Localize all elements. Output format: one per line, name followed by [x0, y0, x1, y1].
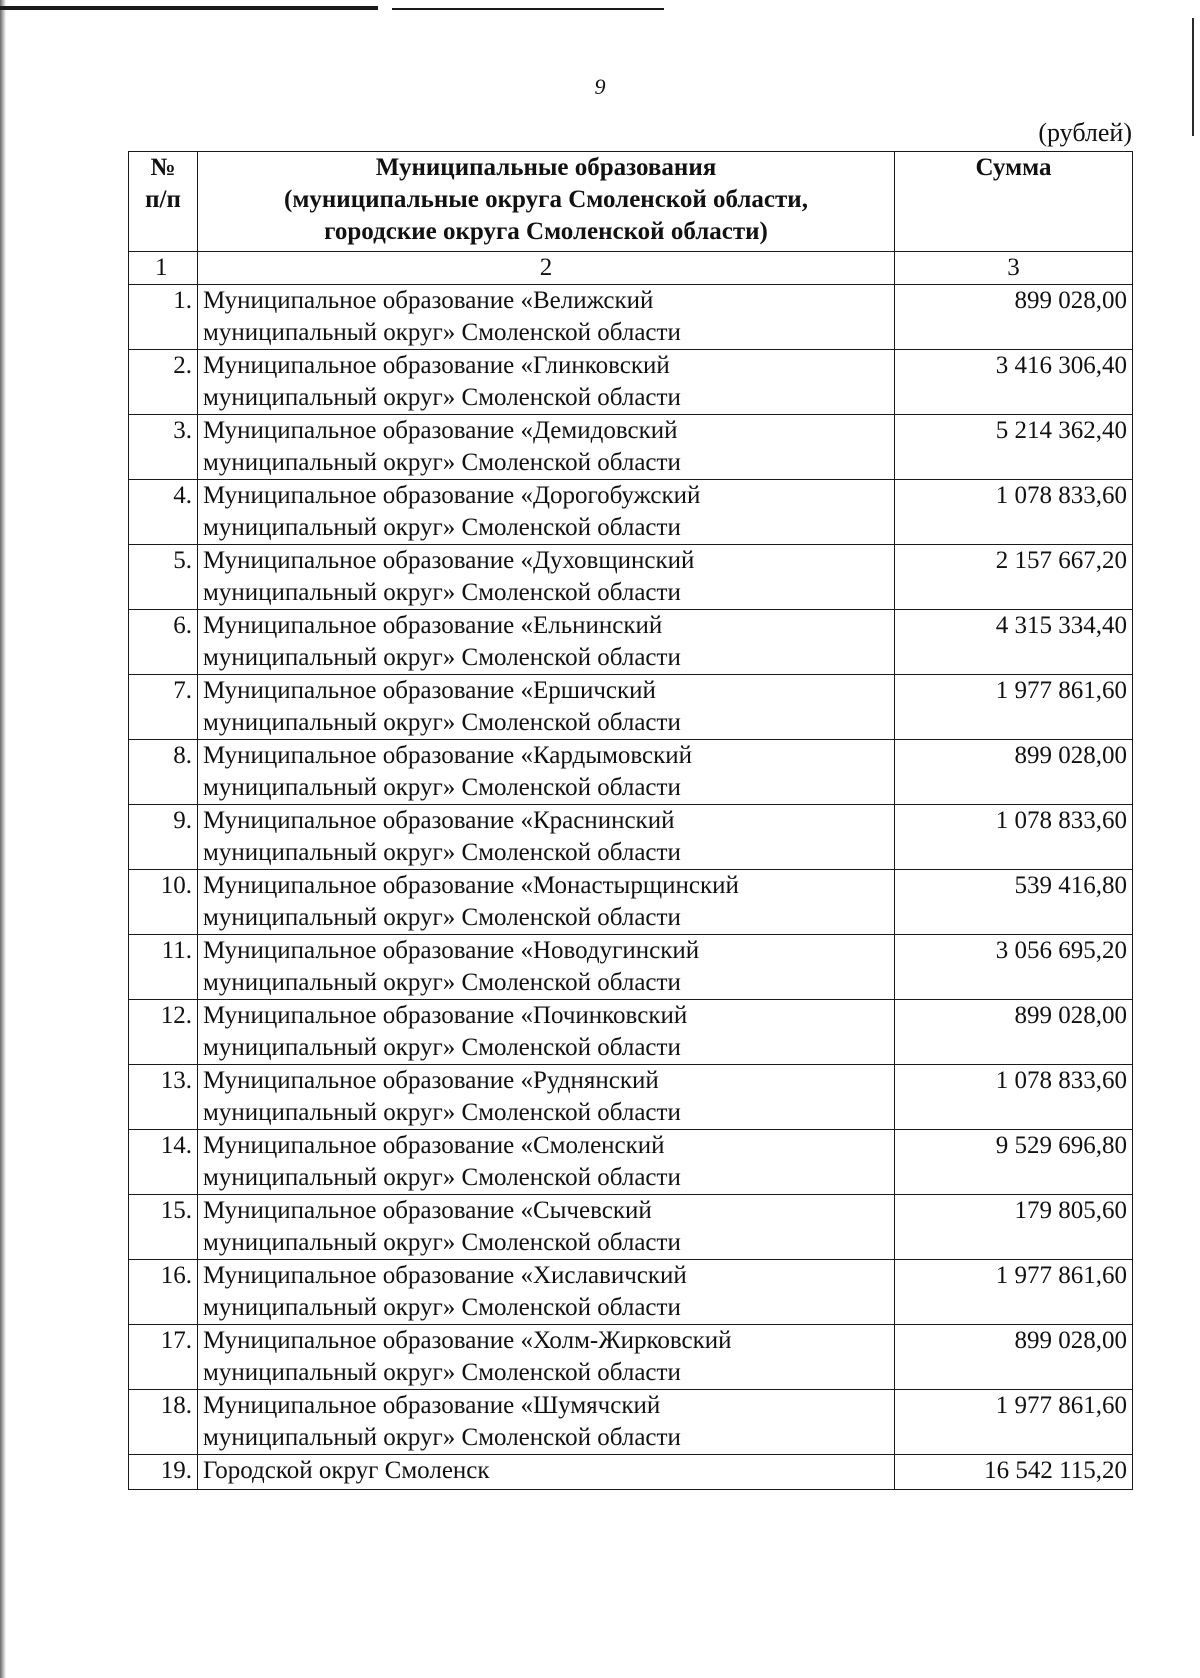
- municipality-name-line: Муниципальное образование «Ершичский: [203, 677, 656, 704]
- table-row: [129, 740, 1133, 805]
- municipality-name-line: Муниципальное образование «Дорогобужский: [203, 482, 701, 509]
- municipality-name: [198, 1195, 895, 1260]
- row-number: 1.: [129, 285, 198, 350]
- municipality-name-line: Муниципальное образование «Сычевский: [203, 1197, 652, 1224]
- municipality-name-line: муниципальный округ» Смоленской области: [203, 384, 681, 411]
- row-number: 3.: [129, 415, 198, 480]
- row-number: 4.: [129, 480, 198, 545]
- municipality-name-line: муниципальный округ» Смоленской области: [203, 1099, 681, 1126]
- municipality-name: [198, 805, 895, 870]
- header-number: [129, 152, 198, 252]
- table-row: [129, 1130, 1133, 1195]
- amount: 5 214 362,40: [895, 415, 1133, 480]
- table-row: [129, 1390, 1133, 1455]
- header-number-line: №: [150, 154, 176, 181]
- municipality-name-line: Муниципальное образование «Новодугинский: [203, 937, 700, 964]
- scan-top-mark: [392, 8, 664, 10]
- municipality-name-line: Муниципальное образование «Починковский: [203, 1002, 688, 1029]
- municipality-name: [198, 480, 895, 545]
- table-row: [129, 805, 1133, 870]
- row-number: 17.: [129, 1325, 198, 1390]
- municipality-name: [198, 350, 895, 415]
- row-number: 10.: [129, 870, 198, 935]
- row-number: 7.: [129, 675, 198, 740]
- municipality-name-line: Муниципальное образование «Хиславичский: [203, 1262, 687, 1289]
- municipality-name: [198, 545, 895, 610]
- header-number-line: п/п: [145, 186, 181, 213]
- table-row: [129, 350, 1133, 415]
- municipality-name-line: Муниципальное образование «Краснинский: [203, 807, 675, 834]
- amount: 899 028,00: [895, 1000, 1133, 1065]
- municipality-name: [198, 740, 895, 805]
- municipality-name: [198, 1325, 895, 1390]
- municipality-name-line: муниципальный округ» Смоленской области: [203, 319, 681, 346]
- municipality-name-line: Муниципальное образование «Ельнинский: [203, 612, 663, 639]
- municipality-name: [198, 1455, 895, 1490]
- column-index: 3: [895, 252, 1133, 285]
- amount: 1 078 833,60: [895, 805, 1133, 870]
- municipality-name-line: Муниципальное образование «Шумячский: [203, 1392, 661, 1419]
- amount: 1 078 833,60: [895, 480, 1133, 545]
- table-row: [129, 1455, 1133, 1490]
- municipality-name-line: Муниципальное образование «Демидовский: [203, 417, 678, 444]
- table-row: [129, 1195, 1133, 1260]
- amount: 2 157 667,20: [895, 545, 1133, 610]
- municipality-name-line: муниципальный округ» Смоленской области: [203, 1424, 681, 1451]
- municipality-name: [198, 1065, 895, 1130]
- municipality-name-line: Муниципальное образование «Духовщинский: [203, 547, 695, 574]
- table-header-row: [129, 152, 1133, 252]
- amount: 539 416,80: [895, 870, 1133, 935]
- municipality-name: [198, 870, 895, 935]
- header-name-line: (муниципальные округа Смоленской области,: [284, 186, 808, 213]
- table-row: [129, 675, 1133, 740]
- amount: 16 542 115,20: [895, 1455, 1133, 1490]
- municipality-name: [198, 1000, 895, 1065]
- municipality-name: [198, 1260, 895, 1325]
- municipality-name-line: муниципальный округ» Смоленской области: [203, 709, 681, 736]
- table-row: [129, 415, 1133, 480]
- municipality-name-line: муниципальный округ» Смоленской области: [203, 969, 681, 996]
- table-row: [129, 480, 1133, 545]
- municipality-name: [198, 1390, 895, 1455]
- row-number: 5.: [129, 545, 198, 610]
- table-row: [129, 285, 1133, 350]
- table-row: [129, 610, 1133, 675]
- table-row: [129, 870, 1133, 935]
- municipality-name-line: Муниципальное образование «Кардымовский: [203, 742, 693, 769]
- row-number: 15.: [129, 1195, 198, 1260]
- amount: 1 078 833,60: [895, 1065, 1133, 1130]
- table-row: [129, 545, 1133, 610]
- scan-top-mark: [0, 6, 378, 10]
- municipality-name: [198, 1130, 895, 1195]
- column-index: 1: [129, 252, 198, 285]
- header-name-line: городские округа Смоленской области): [324, 218, 768, 245]
- amount: 1 977 861,60: [895, 1390, 1133, 1455]
- grants-table: [128, 151, 1133, 1490]
- municipality-name: [198, 415, 895, 480]
- amount: 179 805,60: [895, 1195, 1133, 1260]
- row-number: 12.: [129, 1000, 198, 1065]
- table-row: [129, 1065, 1133, 1130]
- municipality-name-line: Муниципальное образование «Глинковский: [203, 352, 670, 379]
- amount: 899 028,00: [895, 1325, 1133, 1390]
- municipality-name-line: Городской округ Смоленск: [203, 1457, 490, 1484]
- municipality-name-line: муниципальный округ» Смоленской области: [203, 1359, 681, 1386]
- municipality-name-line: муниципальный округ» Смоленской области: [203, 774, 681, 801]
- municipality-name-line: муниципальный округ» Смоленской области: [203, 449, 681, 476]
- header-name-line: Муниципальные образования: [375, 154, 717, 181]
- row-number: 8.: [129, 740, 198, 805]
- municipality-name-line: муниципальный округ» Смоленской области: [203, 579, 681, 606]
- municipality-name-line: муниципальный округ» Смоленской области: [203, 644, 681, 671]
- header-name: [198, 152, 895, 252]
- municipality-name-line: Муниципальное образование «Руднянский: [203, 1067, 659, 1094]
- header-sum: Сумма: [895, 152, 1133, 252]
- row-number: 19.: [129, 1455, 198, 1490]
- municipality-name-line: муниципальный округ» Смоленской области: [203, 1164, 681, 1191]
- municipality-name: [198, 675, 895, 740]
- amount: 1 977 861,60: [895, 1260, 1133, 1325]
- municipality-name: [198, 285, 895, 350]
- table-row: [129, 1325, 1133, 1390]
- units-note: (рублей): [1038, 118, 1132, 147]
- row-number: 11.: [129, 935, 198, 1000]
- column-index-row: [129, 252, 1133, 285]
- municipality-name-line: муниципальный округ» Смоленской области: [203, 1229, 681, 1256]
- amount: 9 529 696,80: [895, 1130, 1133, 1195]
- amount: 1 977 861,60: [895, 675, 1133, 740]
- amount: 3 416 306,40: [895, 350, 1133, 415]
- table-row: [129, 1260, 1133, 1325]
- municipality-name-line: муниципальный округ» Смоленской области: [203, 904, 681, 931]
- municipality-name-line: муниципальный округ» Смоленской области: [203, 839, 681, 866]
- row-number: 16.: [129, 1260, 198, 1325]
- table-row: [129, 1000, 1133, 1065]
- table-row: [129, 935, 1133, 1000]
- row-number: 14.: [129, 1130, 198, 1195]
- row-number: 6.: [129, 610, 198, 675]
- amount: 899 028,00: [895, 740, 1133, 805]
- amount: 4 315 334,40: [895, 610, 1133, 675]
- row-number: 13.: [129, 1065, 198, 1130]
- municipality-name-line: Муниципальное образование «Велижский: [203, 287, 654, 314]
- scan-left-edge: [0, 0, 6, 1678]
- municipality-name-line: муниципальный округ» Смоленской области: [203, 1034, 681, 1061]
- municipality-name-line: Муниципальное образование «Смоленский: [203, 1132, 665, 1159]
- municipality-name: [198, 610, 895, 675]
- municipality-name-line: Муниципальное образование «Холм-Жирковский: [203, 1327, 732, 1354]
- amount: 899 028,00: [895, 285, 1133, 350]
- municipality-name-line: муниципальный округ» Смоленской области: [203, 514, 681, 541]
- row-number: 18.: [129, 1390, 198, 1455]
- page-number: 9: [594, 74, 606, 99]
- column-index: 2: [198, 252, 895, 285]
- municipality-name-line: Муниципальное образование «Монастырщинский: [203, 872, 739, 899]
- row-number: 9.: [129, 805, 198, 870]
- municipality-name: [198, 935, 895, 1000]
- table-body: [129, 252, 1133, 1490]
- row-number: 2.: [129, 350, 198, 415]
- amount: 3 056 695,20: [895, 935, 1133, 1000]
- municipality-name-line: муниципальный округ» Смоленской области: [203, 1294, 681, 1321]
